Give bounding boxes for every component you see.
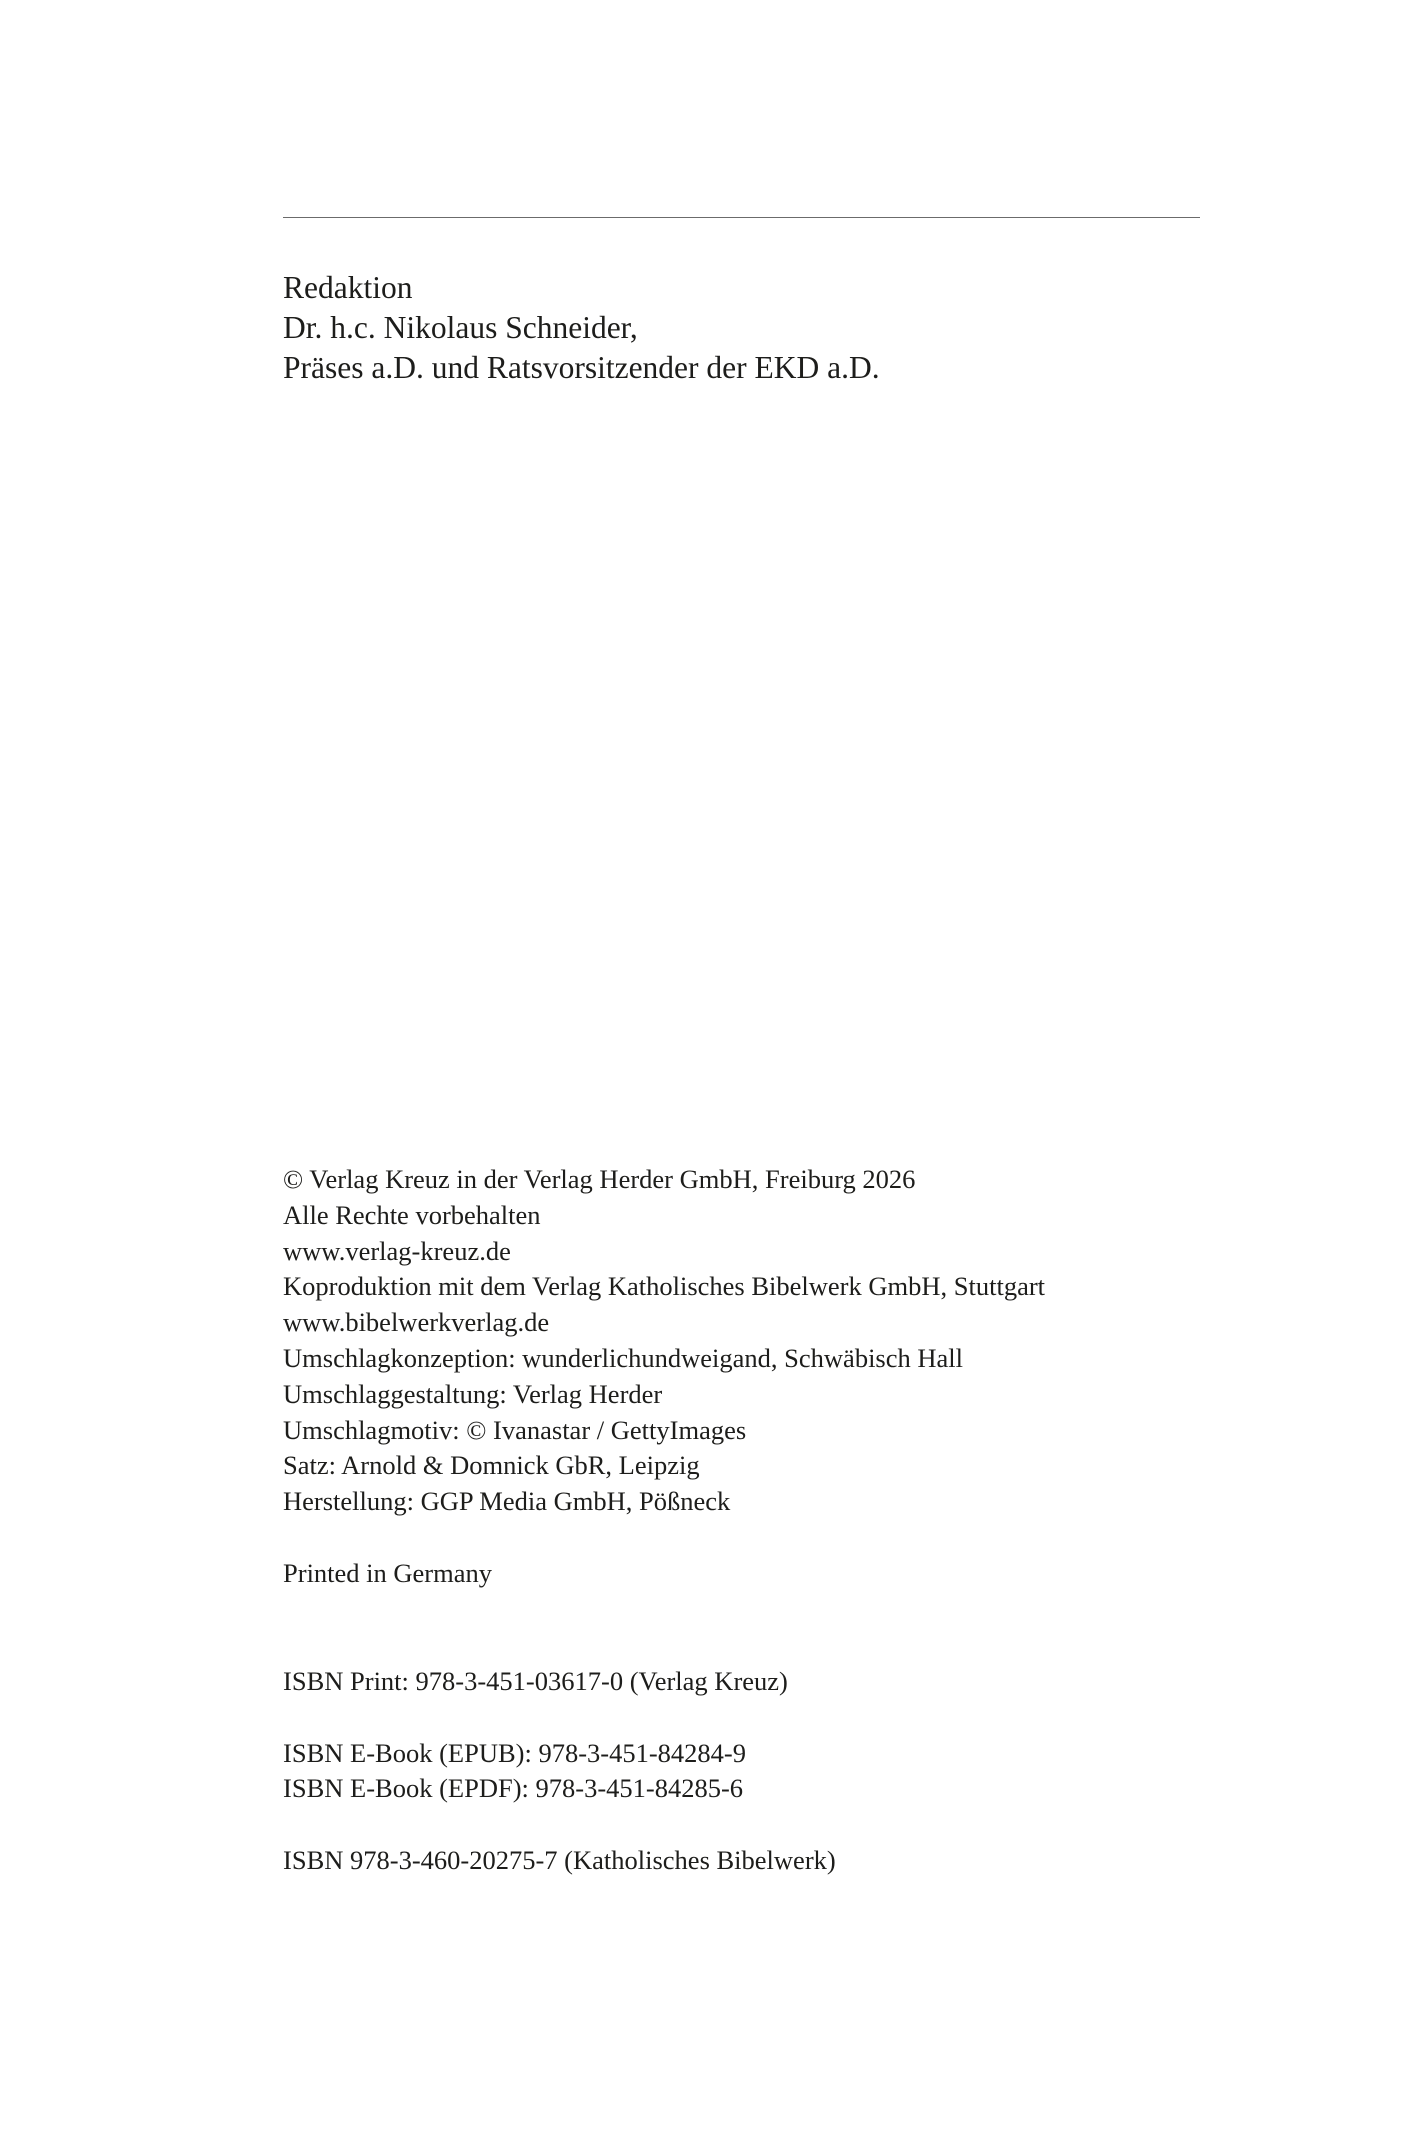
editor-name: Dr. h.c. Nikolaus Schneider, [283,310,638,345]
isbn-epdf-line: ISBN E-Book (EPDF): 978-3-451-84285-6 [283,1773,744,1804]
isbn-print-line: ISBN Print: 978-3-451-03617-0 (Verlag Kreuz) [283,1665,788,1696]
typesetting-line: Satz: Arnold & Domnick GbR, Leipzig [283,1450,700,1481]
isbn-bibelwerk-line: ISBN 978-3-460-20275-7 (Katholisches Bibelwerk) [283,1845,836,1876]
top-divider [283,217,1200,218]
cover-design-line: Umschlaggestaltung: Verlag Herder [283,1378,663,1409]
editorial-block [283,268,1223,388]
editor-title: Präses a.D. und Ratsvorsitzender der EKD a.D. [283,350,880,385]
website-kreuz: www.verlag-kreuz.de [283,1235,511,1266]
rights-line: Alle Rechte vorbehalten [283,1199,541,1230]
cover-motif-line: Umschlagmotiv: © Ivanastar / GettyImages [283,1414,747,1445]
imprint-block [283,1162,1243,1879]
printed-in-line: Printed in Germany [283,1557,493,1588]
production-line: Herstellung: GGP Media GmbH, Pößneck [283,1486,731,1517]
website-bibelwerk: www.bibelwerkverlag.de [283,1307,550,1338]
coproduction-line: Koproduktion mit dem Verlag Katholisches Bibelwerk GmbH, Stuttgart [283,1271,1046,1302]
copyright-line: © Verlag Kreuz in der Verlag Herder GmbH, Freiburg 2026 [283,1164,916,1194]
editorial-heading: Redaktion [283,270,413,305]
isbn-epub-line: ISBN E-Book (EPUB): 978-3-451-84284-9 [283,1737,746,1768]
cover-concept-line: Umschlagkonzeption: wunderlichundweigand, Schwäbisch Hall [283,1342,964,1373]
